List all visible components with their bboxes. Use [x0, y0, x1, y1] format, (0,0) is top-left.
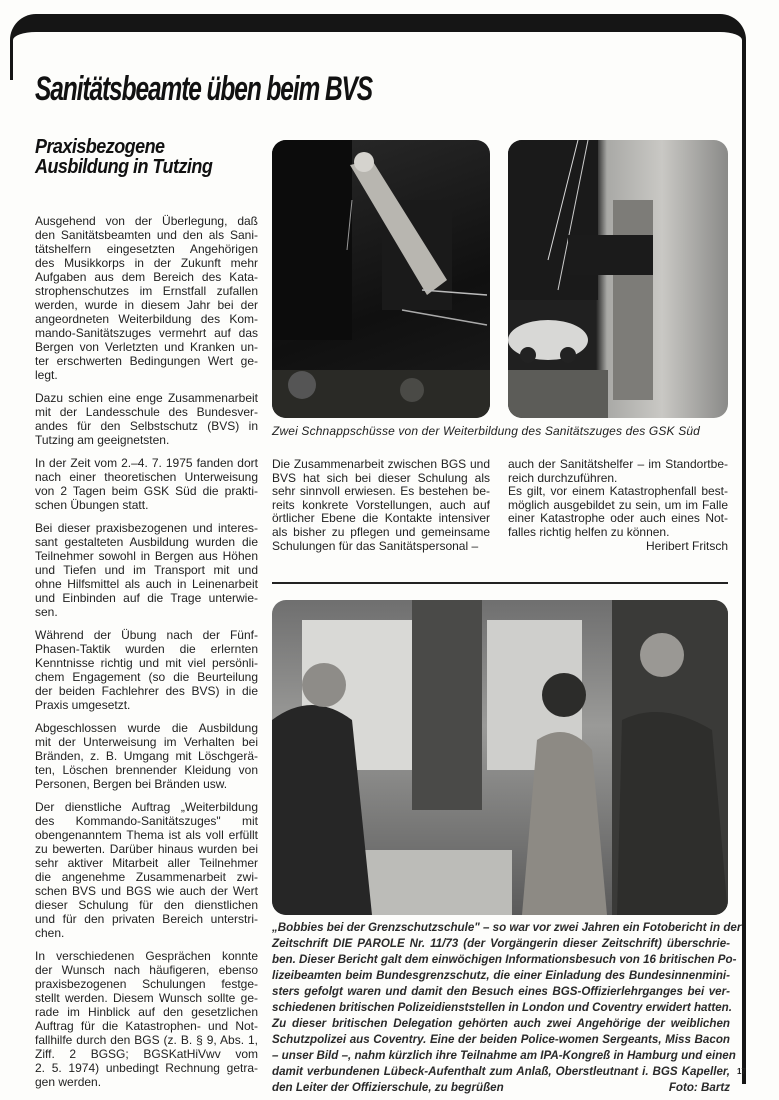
text-line: lizeibeamten beim Bundesgrenzschutz, die einer Einladung des Bundesinnenmini- [272, 969, 730, 982]
text-line: als bisher zu pflegen und gemeinsame [272, 524, 490, 539]
text-line: mit der Unterweisung im Verhalten bei [35, 735, 258, 749]
text-line: strophenschutzes im Ernstfall zufallen [35, 284, 258, 298]
text-line: möglich ausgebildet zu sein, um im Falle [508, 497, 728, 512]
text-line: BVS hat sich bei dieser Schulung als [272, 470, 490, 485]
photo-caption: Zwei Schnappschüsse von der Weiterbildung des Sanitätszuges des GSK Süd [272, 424, 701, 438]
paragraph [35, 949, 258, 1089]
text-line: Abgeschlossen wurde die Ausbildung [35, 721, 258, 735]
caption-lines [272, 920, 742, 1080]
subtitle-line: Ausbildung in Tutzing [35, 156, 213, 178]
text-line: einer Katastrophe oder auch eines Not- [508, 511, 728, 526]
text-line: schen Übungen statt. [35, 498, 149, 512]
text-line: – unser Bild –, nahm kürzlich ihre Teilnahme am IPA-Kongreß in Hamburg und einen [272, 1049, 736, 1062]
paragraph [272, 920, 742, 1080]
text-line: Die Zusammenarbeit zwischen BGS und [272, 457, 490, 471]
text-line: reich durchzuführen. [508, 470, 618, 485]
paragraph [272, 458, 490, 553]
text-line: legt. [35, 368, 58, 382]
text-line: zu bewerten. Darüber hinaus wurden bei [35, 842, 258, 856]
text-line: Bränden, z. B. Umgang mit Löschgerä- [35, 749, 258, 763]
paragraph [35, 391, 258, 447]
article-title: Sanitätsbeamte üben beim BVS [35, 70, 373, 108]
photo-stretcher-rescue [272, 140, 490, 418]
text-line: reits konkrete Vorstellungen, auch auf [272, 497, 490, 512]
text-line: die angenehme Zusammenarbeit zwi- [35, 870, 258, 884]
text-line: stellt werden. Diesem Wunsch sollte ge- [35, 991, 258, 1005]
text-line: Personen, Bergen bei Bränden usw. [35, 777, 228, 791]
text-line: Zu dieser britischen Delegation gehörten auch zwei Angehörige der weiblichen [272, 1017, 730, 1030]
text-line: Während der Übung nach der Fünf- [35, 628, 258, 642]
paragraph [35, 214, 258, 382]
text-line: schiedenen britischen Polizeidienststellen in London und Coventry erwidert hatten. [272, 1001, 732, 1014]
text-line: Praxis umgesetzt. [35, 698, 131, 712]
text-line: Zeitschrift DIE PAROLE Nr. 11/73 (der Vorgängerin dieser Zeitschrift) überschrie- [272, 937, 730, 950]
text-line: ten, Löschen brennender Kleidung von [35, 763, 258, 777]
text-line: und Einbinden auf die Trage unterwie- [35, 591, 258, 605]
text-line: chem Engagement (so die Beurteilung [35, 670, 258, 684]
text-line: ohne Hilfsmittel als auch in Leinenarbeit [35, 577, 258, 591]
photo-meeting-graphic [272, 600, 728, 915]
photo-credit: Foto: Bartz [668, 1081, 730, 1094]
paragraph [35, 628, 258, 712]
middle-column-2-paragraphs [508, 458, 728, 540]
text-line: von 2 Tagen beim GSK Süd die prakti- [35, 484, 258, 498]
text-line: ben. Dieser Bericht galt dem einwöchigen Informationsbesuch von 16 britischen Po- [272, 953, 737, 966]
paragraph [508, 485, 728, 539]
left-column [35, 214, 258, 1098]
text-line: sters gefolgt waren und damit den Besuch eines BGS-Offizierlehrganges bei ver- [272, 985, 730, 998]
page-number: 17 [737, 1067, 746, 1076]
text-line: In der Zeit vom 2.–4. 7. 1975 fanden dort [35, 456, 258, 470]
text-line: Der dienstliche Auftrag „Weiterbildung [35, 800, 258, 814]
text-line: chen. [35, 926, 65, 940]
author: Heribert Fritsch [645, 538, 728, 553]
text-line: Schutzpolizei aus Coventry. Eine der beiden Police-women Sergeants, Miss Bacon [272, 1033, 730, 1046]
text-line: Teilnehmer sowohl in Bergen aus Höhen [35, 549, 258, 563]
text-line: und für den privaten Bereich unterstri- [35, 912, 258, 926]
text-line: örtlicher Ebene die Kontakte intensiver [272, 511, 490, 526]
middle-column-2 [508, 458, 728, 553]
text-line: Bergen von Verletzten und Kranken un- [35, 340, 258, 354]
paragraph [35, 800, 258, 940]
text-line: tätshelfern eingesetzten Angehörigen [35, 242, 258, 256]
text-line: ter erschwerten Bedingungen Wert ge- [35, 354, 258, 368]
text-line: damit verbundenen Lübeck-Aufenthalt zum Anlaß, Oberstleutnant i. BGS Kapeller, [272, 1065, 730, 1078]
text-line: mit der Landesschule des Bundesver- [35, 405, 258, 419]
text-line: obengenanntem Thema ist als voll erfüllt [35, 828, 258, 842]
text-line: sehr sinnvoll erwiesen. Es bestehen be- [272, 484, 490, 499]
photo-wall-abseil [508, 140, 728, 418]
text-line: der Wunsch nach häufigeren, ebenso [35, 963, 258, 977]
text-line: In verschiedenen Gesprächen konnte [35, 949, 258, 963]
paragraph [35, 521, 258, 619]
text-line: Phasen-Taktik wurden die erlernten [35, 642, 258, 656]
photo-wall-graphic [508, 140, 728, 418]
photo-stretcher-graphic [272, 140, 490, 418]
text-line: fallhilfe durch den BGS (z. B. § 9, Abs. 1, [35, 1033, 258, 1047]
caption-last-row [272, 1080, 730, 1096]
text-line: Tutzing am geeignetsten. [35, 433, 170, 447]
frame-mask [6, 80, 16, 1090]
text-line: 2. 5. 1974) unbedingt Rechnung getra- [35, 1061, 258, 1075]
text-line: praxisbezogenen Schulungen festge- [35, 977, 258, 991]
text-line: sen. [35, 605, 58, 619]
text-line: gen werden. [35, 1075, 102, 1089]
text-line: rade im Hinblick auf den gesetzlichen [35, 1005, 258, 1019]
text-line: dieser Schulung für den dienstlichen [35, 898, 258, 912]
text-line: andes für den Selbstschutz (BVS) in [35, 419, 258, 433]
text-line: angeordneten Weiterbildung des Kom- [35, 312, 258, 326]
text-line: den Sanitätsbeamten und den als Sani- [35, 228, 258, 242]
paragraph [35, 456, 258, 512]
text-line: werden, wurde in diesem Jahr bei der [35, 298, 258, 312]
text-line: Ausgehend von der Überlegung, daß [35, 214, 258, 228]
text-line: Bei dieser praxisbezogenen und interes- [35, 521, 258, 535]
text-line: nach einer theoretischen Unterweisung [35, 470, 258, 484]
text-line: falles richtig helfen zu können. [508, 524, 670, 539]
middle-column-1 [272, 458, 490, 562]
text-line: des Musikkorps in der Zukunft mehr [35, 256, 258, 270]
text-line: Es gilt, vor einem Katastrophenfall best- [508, 484, 728, 499]
text-line: „Bobbies bei der Grenzschutzschule" – so war vor zwei Jahren ein Fotobericht in der [272, 921, 742, 934]
photo-meeting [272, 600, 728, 915]
text-line: der beiden Fachlehrer des BVS) in die [35, 684, 258, 698]
divider [272, 582, 728, 584]
text-line: sehr aktiver Mitarbeit aller Teilnehmer [35, 856, 258, 870]
text-line: Aufgaben aus dem Bereich des Kata- [35, 270, 258, 284]
text-line: Ziff. 2 BGSG; BGSKatHiVwv vom [35, 1047, 258, 1061]
text-line: Kenntnisse richtig und mit viel persönli- [35, 656, 258, 670]
text-line: mando-Sanitätszuges vermehrt auf das [35, 326, 258, 340]
subtitle-line: Praxisbezogene [35, 136, 165, 158]
text-line: des Kommando-Sanitätszuges" mit [35, 814, 258, 828]
text-line: schen BVS und BGS wie auch der Wert [35, 884, 258, 898]
text-line: Auftrag für die Katastrophen- und Not- [35, 1019, 258, 1033]
text-line: sant gestalteten Ausbildung wurden die [35, 535, 258, 549]
caption-last-line: den Leiter der Offizierschule, zu begrüßen [272, 1081, 504, 1094]
article-subtitle [35, 137, 212, 177]
paragraph [35, 721, 258, 791]
paragraph [508, 458, 728, 485]
text-line: und Tiefen und im Transport mit und [35, 563, 258, 577]
text-line: Dazu schien eine enge Zusammenarbeit [35, 391, 258, 405]
text-line: auch der Sanitätshelfer – im Standortbe- [508, 457, 728, 471]
photo-meeting-caption [272, 920, 742, 1096]
text-line: Schulungen für das Sanitätspersonal – [272, 538, 479, 553]
